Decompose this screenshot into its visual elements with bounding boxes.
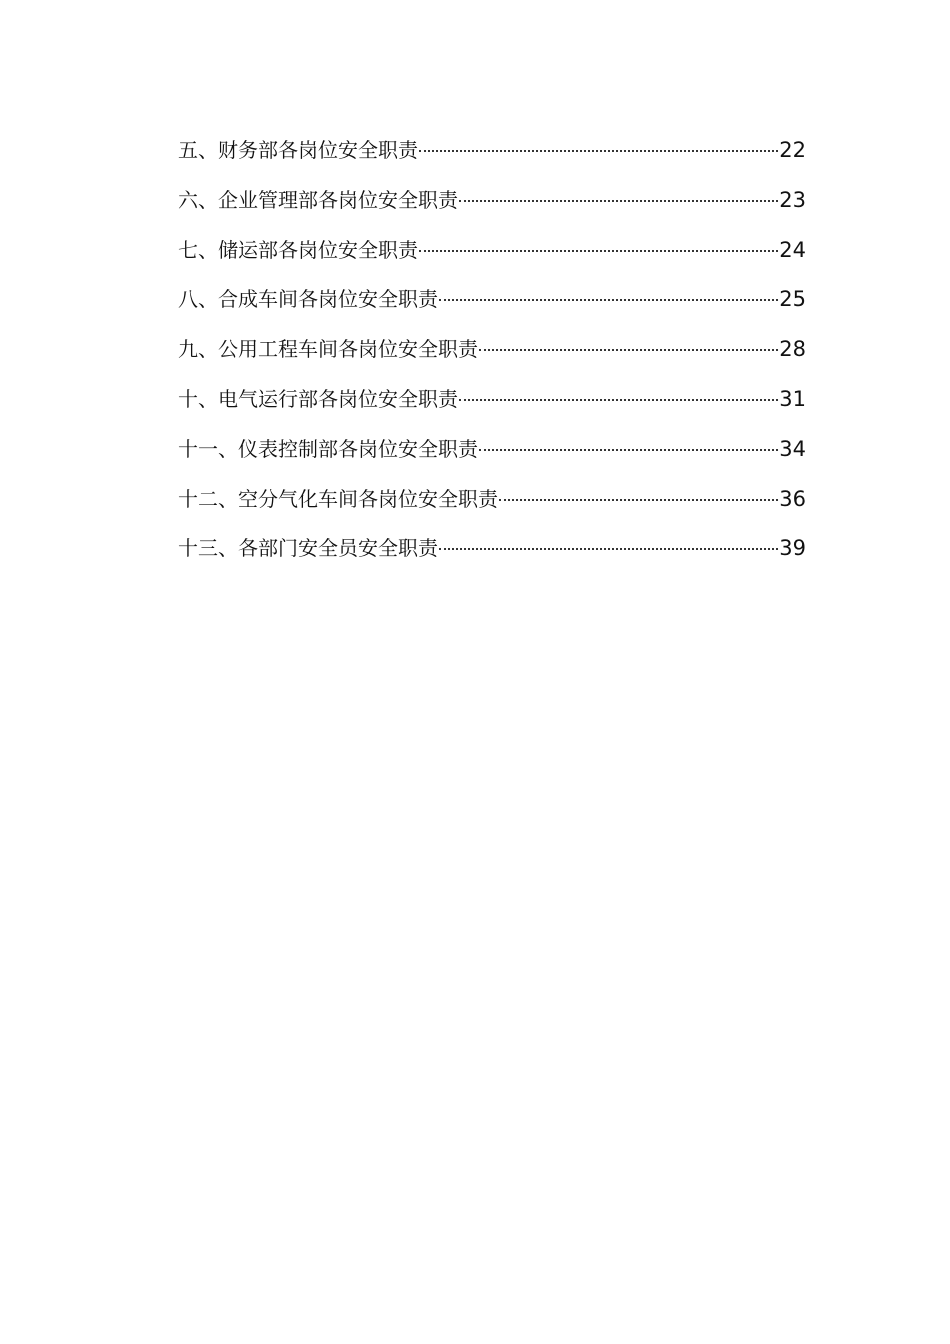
- toc-entry-title: 十二、空分气化车间各岗位安全职责: [178, 486, 498, 511]
- toc-entry-utilities-workshop[interactable]: [178, 329, 806, 379]
- toc-entry-title: 八、合成车间各岗位安全职责: [178, 287, 438, 312]
- toc-entry-title: 十、电气运行部各岗位安全职责: [178, 386, 458, 411]
- dot-leader: [499, 498, 778, 501]
- toc-entry-storage-transport[interactable]: [178, 230, 806, 280]
- dot-leader: [479, 348, 778, 351]
- toc-entry-enterprise-management[interactable]: [178, 180, 806, 230]
- toc-entry-title: 六、企业管理部各岗位安全职责: [178, 187, 458, 212]
- toc-entry-page: 24: [779, 237, 806, 262]
- toc-entry-page: 39: [779, 536, 806, 561]
- toc-entry-safety-officers[interactable]: [178, 528, 806, 578]
- toc-entry-page: 36: [779, 486, 806, 511]
- toc-entry-finance[interactable]: [178, 130, 806, 180]
- toc-entry-instrument-control[interactable]: [178, 429, 806, 479]
- toc-entry-title: 五、财务部各岗位安全职责: [178, 138, 418, 162]
- toc-entry-air-separation-gasification[interactable]: [178, 479, 806, 529]
- dot-leader: [419, 149, 778, 152]
- toc-entry-electrical-operations[interactable]: [178, 379, 806, 429]
- table-of-contents: [178, 130, 806, 578]
- toc-entry-title: 十一、仪表控制部各岗位安全职责: [178, 436, 478, 461]
- toc-entry-title: 十三、各部门安全员安全职责: [178, 536, 438, 561]
- toc-entry-page: 34: [779, 436, 806, 461]
- dot-leader: [459, 199, 778, 202]
- toc-entry-page: 25: [779, 287, 806, 312]
- toc-entry-title: 九、公用工程车间各岗位安全职责: [178, 337, 478, 362]
- dot-leader: [459, 398, 778, 401]
- toc-entry-synthesis-workshop[interactable]: [178, 279, 806, 329]
- toc-entry-page: 28: [779, 337, 806, 362]
- dot-leader: [479, 448, 778, 451]
- dot-leader: [419, 249, 778, 252]
- toc-entry-title: 七、储运部各岗位安全职责: [178, 237, 418, 262]
- dot-leader: [439, 547, 778, 550]
- toc-entry-page: 31: [779, 386, 806, 411]
- toc-entry-page: 22: [779, 138, 806, 162]
- toc-entry-page: 23: [779, 187, 806, 212]
- dot-leader: [439, 298, 778, 301]
